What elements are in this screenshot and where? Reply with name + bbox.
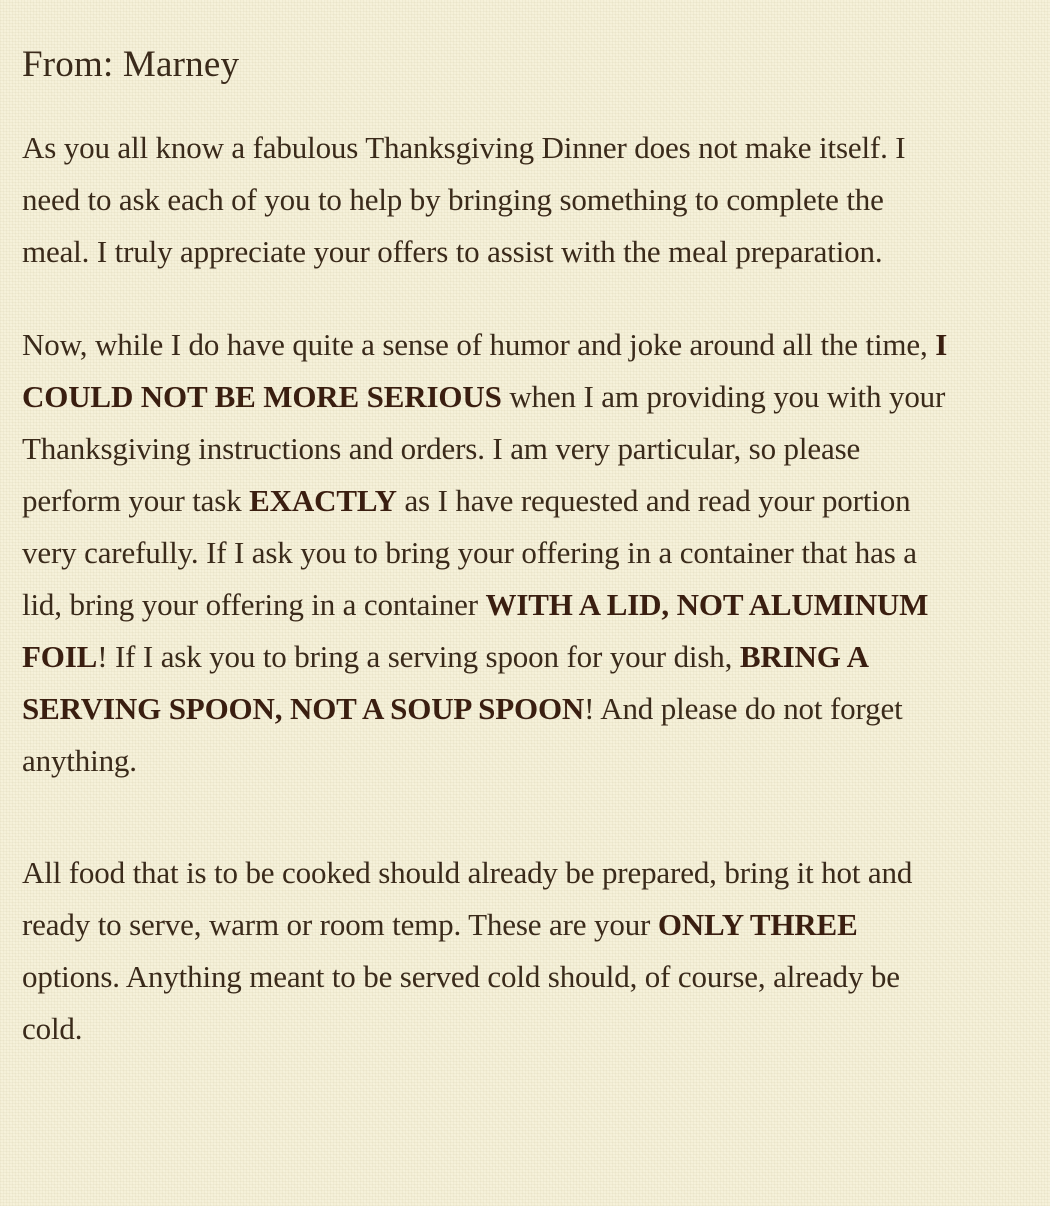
emphasis-text: I COULD NOT BE MORE SERIOUS: [22, 327, 948, 414]
paragraph-text: as I have requested and read your portion very carefully. If I ask you to bring your offering in a container that has a lid, bring your offering in a container: [22, 483, 917, 622]
sender-line: From: Marney: [22, 44, 240, 85]
emphasis-text: BRING A SERVING SPOON, NOT A SOUP SPOON: [22, 639, 868, 726]
paragraph-food-rules: [22, 847, 957, 1055]
paragraph-text: All food that is to be cooked should already be prepared, bring it hot and ready to serve, warm or room temp. These are your: [22, 855, 913, 942]
emphasis-text: ONLY THREE: [657, 907, 858, 942]
paragraph-text: options. Anything meant to be served cold should, of course, already be cold.: [22, 959, 900, 1046]
paragraph-instructions: [22, 319, 957, 787]
paragraph-text: As you all know a fabulous Thanksgiving Dinner does not make itself. I need to ask each of you to help by bringing something to complete the meal. I truly appreciate your offers to assist with the meal preparation.: [22, 130, 906, 269]
paragraph-text: Now, while I do have quite a sense of humor and joke around all the time,: [22, 327, 936, 362]
paragraph-text: ! And please do not forget anything.: [22, 691, 903, 778]
letter-body: [22, 38, 957, 1055]
emphasis-text: WITH A LID, NOT ALUMINUM FOIL: [22, 587, 929, 674]
paragraph-text: ! If I ask you to bring a serving spoon for your dish,: [97, 639, 740, 674]
emphasis-text: EXACTLY: [249, 483, 397, 518]
paragraph-intro: [22, 122, 957, 278]
paragraph-text: when I am providing you with your Thanksgiving instructions and orders. I am very particular, so please perform your task: [22, 379, 946, 518]
